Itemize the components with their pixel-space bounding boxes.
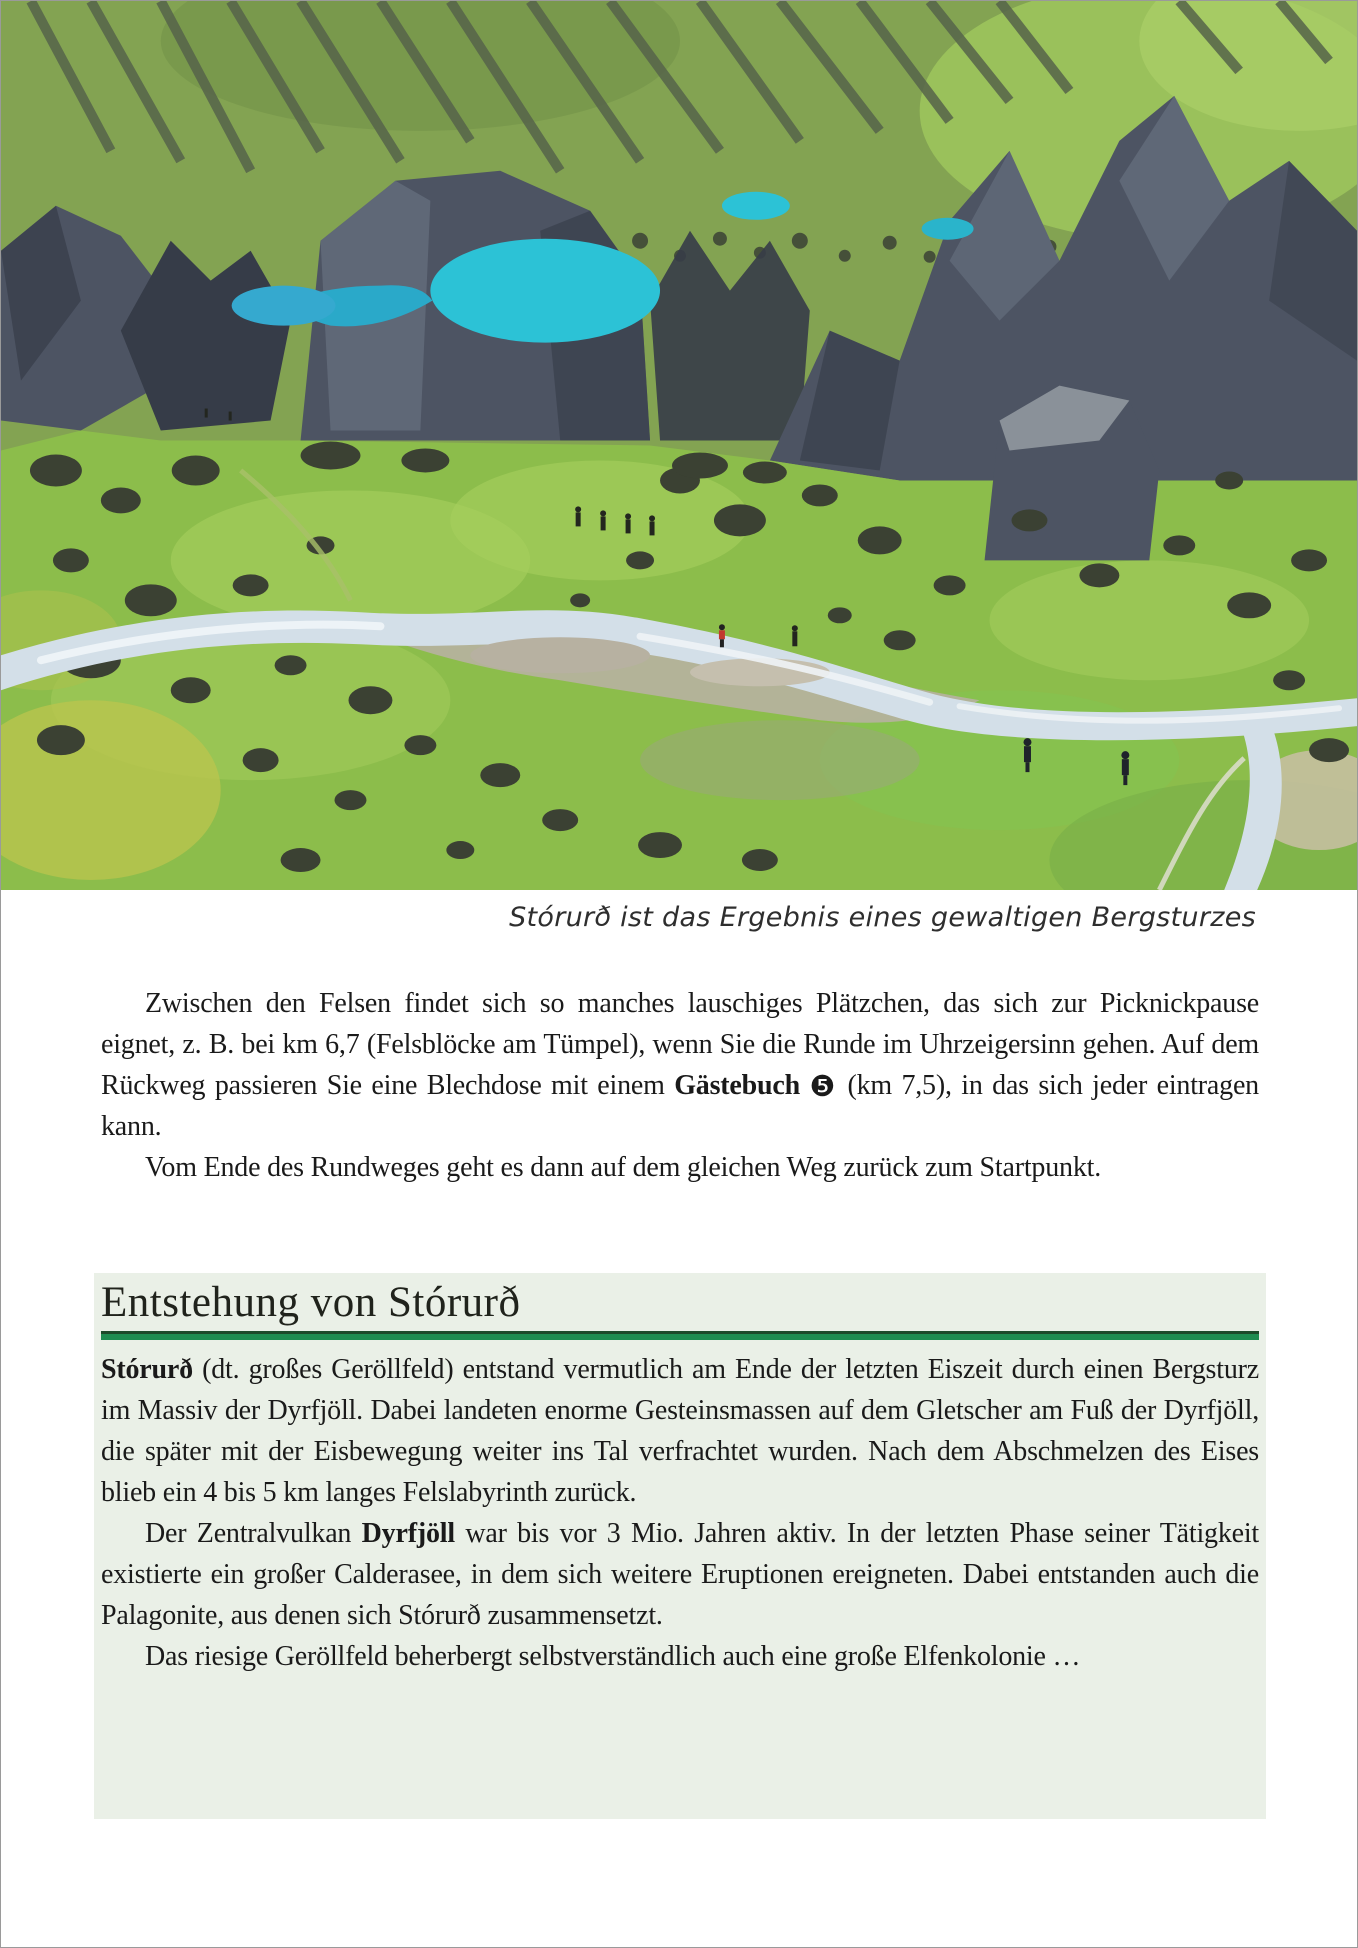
text-run: Der Zentralvulkan [145,1518,362,1549]
text-run: Vom Ende des Rundweges geht es dann auf dem gleichen Weg zurück zum Startpunkt. [145,1152,1102,1183]
photo-caption: Stórurð ist das Ergebnis eines gewaltigen Bergsturzes [509,902,1256,933]
text-run: (dt. großes Geröllfeld) entstand vermutlich am Ende der letzten Eiszeit durch einen Bergsturz im Massiv der Dyrfjöll. Dabei landeten enorme Gesteinsmassen auf dem Gletscher am Fuß der Dyrfjöll, die später mit der Eisbewegung weiter ins Tal verfrachtet wurden. Nach dem Abschmelzen des Eises blieb ein 4 bis 5 km langes Felslabyrinth zurück. [101,1354,1259,1508]
heading-underline-rule [101,1334,1259,1340]
bold-text: Gästebuch [674,1070,800,1101]
landscape-photo-illustration [1,1,1357,890]
paragraph [101,983,1259,1147]
bold-text: Stórurð [101,1354,193,1385]
body-text [101,983,1259,1188]
text-run: war bis vor 3 Mio. Jahren aktiv. In der letzten Phase seiner Tätigkeit existierte ein großer Calderasee, in dem sich weitere Eruptionen ereigneten. Dabei entstanden auch die Palagonite, aus denen sich Stórurð zusammensetzt. [101,1518,1260,1631]
paragraph [101,1636,1259,1677]
info-box-heading: Entstehung von Stórurð [101,1275,1259,1334]
info-box [94,1273,1266,1819]
paragraphs [101,983,1259,1188]
text-run: Zwischen den Felsen findet sich so manches lauschiges Plätzchen, das sich zur Picknickpause eignet, z. B. bei km 6,7 (Felsblöcke am Tümpel), wenn Sie die Runde im Uhrzeigersinn gehen. Auf dem Rückweg passieren Sie eine Blechdose mit einem [101,988,1259,1101]
paragraph [101,1513,1259,1636]
guestbook-marker-icon: ❺ [809,1069,838,1103]
paragraph [101,1349,1259,1513]
bold-text: Dyrfjöll [361,1518,455,1549]
text-run: (km 7,5), in das sich jeder eintragen kann. [101,1070,1259,1142]
text-run: Das riesige Geröllfeld beherbergt selbstverständlich auch eine große Elfenkolonie … [145,1641,1081,1672]
info-paragraphs [101,1349,1259,1677]
paragraph [101,1147,1259,1188]
hero-photo [1,1,1357,890]
